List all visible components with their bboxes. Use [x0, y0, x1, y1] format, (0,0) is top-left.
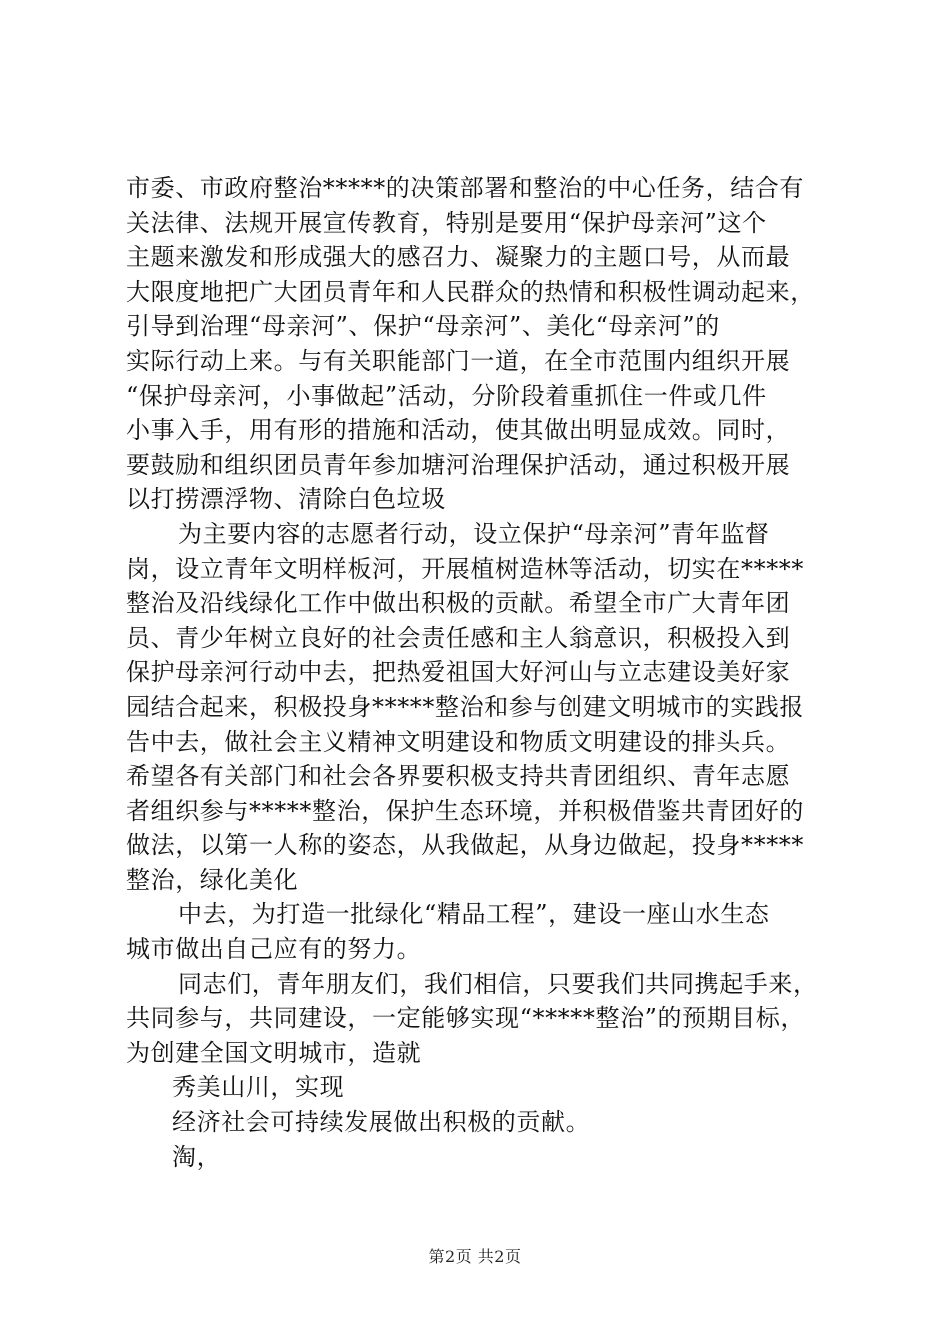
- text-line: 经济社会可持续发展做出积极的贡献。: [172, 1108, 591, 1137]
- text-line: 员、青少年树立良好的社会责任感和主人翁意识，积极投入到: [126, 623, 791, 652]
- text-line: 希望各有关部门和社会各界要积极支持共青团组织、青年志愿: [126, 762, 791, 791]
- text-line: 大限度地把广大团员青年和人民群众的热情和积极性调动起来，: [126, 277, 815, 306]
- text-line: 市委、市政府整治*****的决策部署和整治的中心任务，结合有: [126, 174, 804, 202]
- text-line: 告中去，做社会主义精神文明建设和物质文明建设的排头兵。: [126, 727, 791, 756]
- text-line: 整治及沿线绿化工作中做出积极的贡献。希望全市广大青年团: [126, 589, 791, 618]
- text-line: 实际行动上来。与有关职能部门一道，在全市范围内组织开展: [126, 346, 791, 375]
- text-line: 城市做出自己应有的努力。: [126, 935, 422, 964]
- text-line: 引导到治理“母亲河”、保护“母亲河”、美化“母亲河”的: [126, 312, 720, 341]
- text-line: “保护母亲河，小事做起”活动，分阶段着重抓住一件或几件: [126, 381, 767, 410]
- page-footer: 第2页 共2页: [428, 1247, 522, 1266]
- text-line: 整治，绿化美化: [126, 865, 299, 894]
- text-line: 秀美山川，实现: [172, 1073, 345, 1102]
- text-line: 岗，设立青年文明样板河，开展植树造林等活动，切实在*****: [126, 554, 804, 583]
- text-line: 者组织参与*****整治，保护生态环境，并积极借鉴共青团好的: [126, 796, 804, 825]
- text-line: 为主要内容的志愿者行动，设立保护“母亲河”青年监督: [178, 519, 770, 548]
- text-line: 为创建全国文明城市，造就: [126, 1038, 422, 1067]
- text-line: 保护母亲河行动中去，把热爱祖国大好河山与立志建设美好家: [126, 658, 791, 687]
- text-line: 做法，以第一人称的姿态，从我做起，从身边做起，投身*****: [126, 831, 804, 860]
- text-line: 以打捞漂浮物、清除白色垃圾: [126, 485, 446, 514]
- text-line: 要鼓励和组织团员青年参加塘河治理保护活动，通过积极开展: [126, 450, 791, 479]
- text-line: 中去，为打造一批绿化“精品工程”，建设一座山水生态: [178, 900, 770, 929]
- text-line: 主题来激发和形成强大的感召力、凝聚力的主题口号，从而最: [126, 243, 791, 272]
- text-line: 小事入手，用有形的措施和活动，使其做出明显成效。同时，: [126, 416, 791, 445]
- document-body: [126, 171, 836, 1174]
- text-line: 园结合起来，积极投身*****整治和参与创建文明城市的实践报: [126, 692, 804, 721]
- text-line: 同志们，青年朋友们，我们相信，只要我们共同携起手来，: [178, 969, 818, 998]
- text-line: 关法律、法规开展宣传教育，特别是要用“保护母亲河”这个: [126, 208, 767, 237]
- text-line: 共同参与，共同建设，一定能够实现“*****整治”的预期目标，: [126, 1004, 806, 1033]
- text-line: 淘，: [172, 1142, 222, 1171]
